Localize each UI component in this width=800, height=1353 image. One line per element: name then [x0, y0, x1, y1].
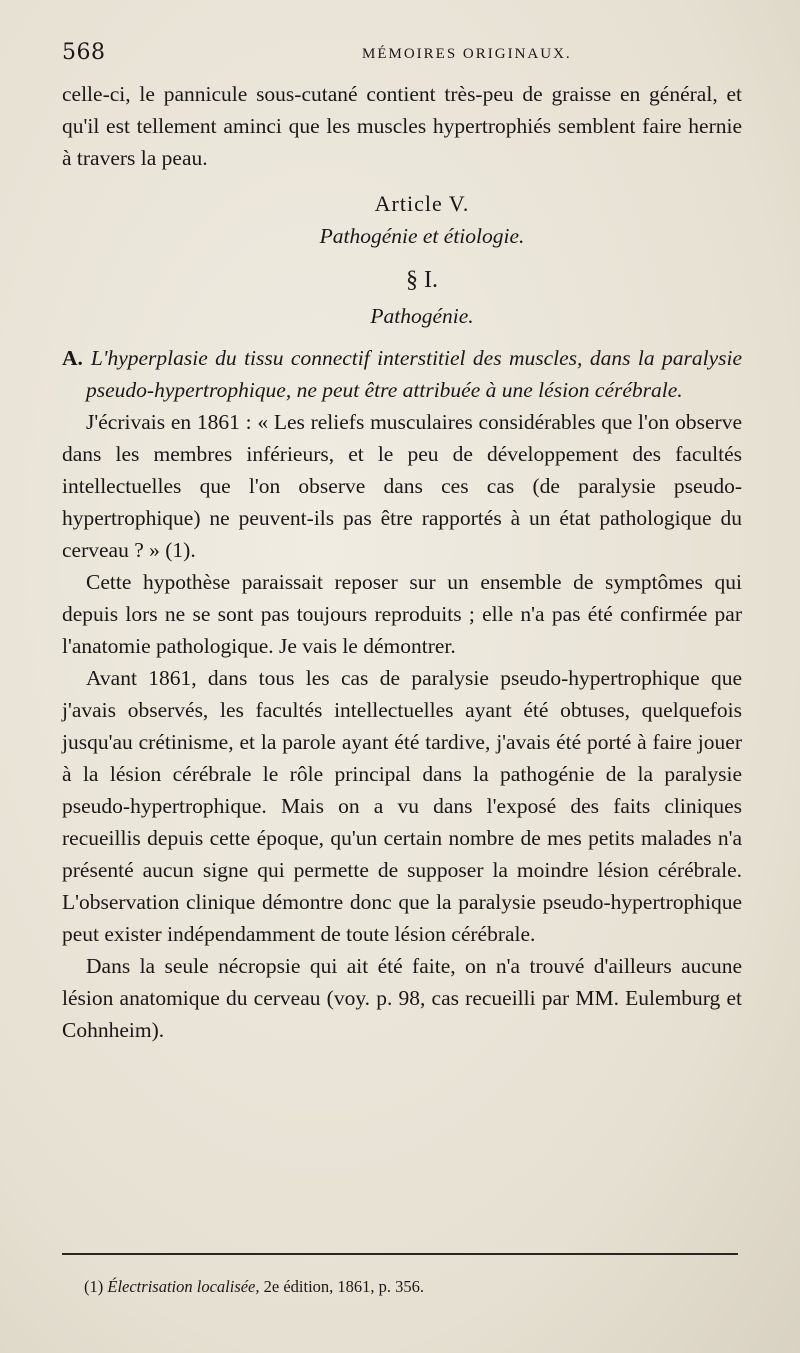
intro-paragraph: celle-ci, le pannicule sous-cutané contient très-peu de graisse en général, et qu'il est tellement aminci que les muscles hypertrophiés semblent faire hernie à travers la peau.: [62, 82, 742, 170]
running-head: MÉMOIRES ORIGINAUX.: [362, 46, 572, 62]
paragraph: J'écrivais en 1861 : « Les reliefs musculaires considérables que l'on observe dans les membres inférieurs, et le peu de développement des facultés intellectuelles que l'on observe dans ces cas (de paralysie pseudo-hypertrophique) ne peuvent-ils pas être rapportés à un état pathologique du cerveau ? » (1).: [62, 410, 742, 562]
footnote-title: Électrisation localisée,: [107, 1277, 260, 1296]
proposition-label: A.: [62, 346, 83, 370]
article-subtitle: Pathogénie et étiologie.: [319, 224, 525, 248]
paragraph: Dans la seule nécropsie qui ait été faite, on n'a trouvé d'ailleurs aucune lésion anatomique du cerveau (voy. p. 98, cas recueilli par MM. Eulemburg et Cohnheim).: [62, 954, 742, 1042]
paragraph: Cette hypothèse paraissait reposer sur un ensemble de symptômes qui depuis lors ne se sont pas toujours reproduits ; elle n'a pas été confirmée par l'anatomie pathologique. Je vais le démontrer.: [62, 570, 742, 658]
paragraph: Avant 1861, dans tous les cas de paralysie pseudo-hypertrophique que j'avais observés, les facultés intellectuelles ayant été obtuses, quelquefois jusqu'au crétinisme, et la parole ayant été tardive, j'avais été porté à faire jouer à la lésion cérébrale le rôle principal dans la pathogénie de la paralysie pseudo-hypertrophique. Mais on a vu dans l'exposé des faits cliniques recueillis depuis cette époque, qu'un certain nombre de mes petits malades n'a présenté aucun signe qui permette de supposer la moindre lésion cérébrale. L'observation clinique démontre donc que la paralysie pseudo-hypertrophique peut exister indépendamment de toute lésion cérébrale.: [62, 666, 742, 946]
page-header: [62, 40, 738, 70]
proposition-text: L'hyperplasie du tissu connectif interstitiel des muscles, dans la paralysie pseudo-hypertrophique, ne peut être attribuée à une lésion cérébrale.: [86, 346, 742, 402]
footnote-rule: [62, 1253, 738, 1255]
section-mark: § I.: [406, 267, 438, 293]
footnote-marker: (1): [84, 1277, 104, 1296]
article-heading: Article V.: [374, 191, 470, 216]
section-title: Pathogénie.: [370, 304, 474, 328]
page-number: 568: [62, 40, 106, 65]
page-body: [62, 78, 742, 1046]
proposition: [62, 342, 742, 406]
footnote: [84, 1277, 424, 1297]
footnote-text: 2e édition, 1861, p. 356.: [263, 1277, 425, 1296]
